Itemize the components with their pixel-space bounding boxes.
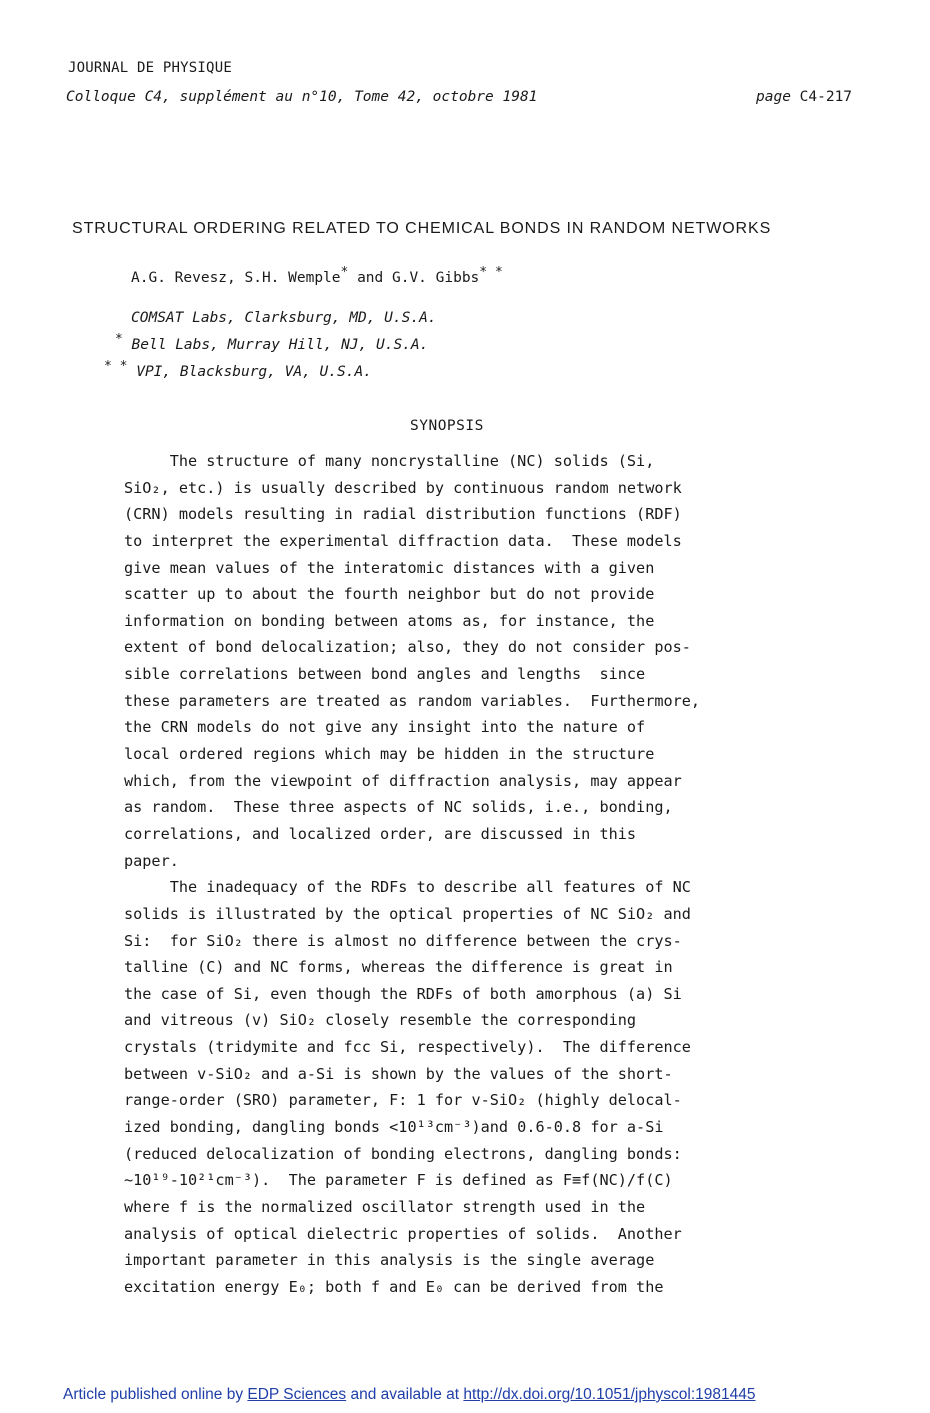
body-line: ~10¹⁹-10²¹cm⁻³). The parameter F is defined as F≡f(NC)/f(C): [124, 1171, 673, 1190]
body-line: as random. These three aspects of NC solids, i.e., bonding,: [124, 798, 673, 817]
body-line: ized bonding, dangling bonds <10¹³cm⁻³)and 0.6-0.8 for a-Si: [124, 1118, 664, 1137]
body-line: the case of Si, even though the RDFs of both amorphous (a) Si: [124, 984, 682, 1003]
page-number-value: C4-217: [799, 89, 853, 105]
author-footnote-mark-2: * *: [479, 265, 503, 280]
body-line: SiO₂, etc.) is usually described by continuous random network: [124, 478, 682, 497]
author-names-2: and G.V. Gibbs: [348, 270, 480, 286]
footer-text-2: and available at: [346, 1386, 464, 1403]
body-line: to interpret the experimental diffraction data. These models: [124, 531, 682, 550]
body-line: Si: for SiO₂ there is almost no difference between the crys-: [124, 931, 682, 950]
body-line: where f is the normalized oscillator strength used in the: [124, 1197, 646, 1216]
footer-text-1: Article published online by: [63, 1386, 248, 1403]
edp-sciences-link[interactable]: EDP Sciences: [247, 1386, 347, 1403]
affiliation-bell: [115, 332, 429, 353]
body-line: crystals (tridymite and fcc Si, respectively). The difference: [124, 1038, 691, 1057]
colloque-info: Colloque C4, supplément au n°10, Tome 42, octobre 1981: [66, 89, 538, 105]
body-line: The structure of many noncrystalline (NC) solids (Si,: [124, 452, 655, 470]
body-line: sible correlations between bond angles and lengths since: [124, 665, 646, 684]
authors: [131, 265, 503, 286]
body-line: information on bonding between atoms as, for instance, the: [124, 611, 655, 630]
synopsis-heading: SYNOPSIS: [410, 418, 484, 434]
body-line: talline (C) and NC forms, whereas the difference is great in: [124, 958, 673, 977]
author-names-1: A.G. Revesz, S.H. Wemple: [131, 270, 341, 286]
body-line: (CRN) models resulting in radial distribution functions (RDF): [124, 505, 682, 524]
synopsis-body: [124, 448, 824, 1301]
body-line: these parameters are treated as random variables. Furthermore,: [124, 691, 701, 710]
journal-name: JOURNAL DE PHYSIQUE: [68, 60, 232, 76]
affiliation-comsat: COMSAT Labs, Clarksburg, MD, U.S.A.: [131, 310, 437, 326]
body-line: give mean values of the interatomic distances with a given: [124, 558, 655, 577]
body-line: and vitreous (v) SiO₂ closely resemble the corresponding: [124, 1011, 637, 1030]
paper-title: STRUCTURAL ORDERING RELATED TO CHEMICAL BONDS IN RANDOM NETWORKS: [72, 220, 772, 237]
body-line: (reduced delocalization of bonding electrons, dangling bonds:: [124, 1144, 682, 1163]
body-line: excitation energy E₀; both f and E₀ can be derived from the: [124, 1277, 664, 1296]
author-footnote-mark-1: *: [340, 265, 349, 280]
body-line: The inadequacy of the RDFs to describe all features of NC: [124, 878, 691, 897]
body-line: scatter up to about the fourth neighbor but do not provide: [124, 585, 655, 604]
body-line: solids is illustrated by the optical properties of NC SiO₂ and: [124, 904, 691, 923]
body-line: extent of bond delocalization; also, they do not consider pos-: [124, 638, 691, 657]
body-line: important parameter in this analysis is the single average: [124, 1251, 655, 1270]
body-line: local ordered regions which may be hidden in the structure: [124, 745, 655, 764]
doi-link[interactable]: http://dx.doi.org/10.1051/jphyscol:1981445: [463, 1386, 756, 1403]
affiliation-vpi: [104, 359, 372, 380]
body-line: range-order (SRO) parameter, F: 1 for v-SiO₂ (highly delocal-: [124, 1091, 682, 1110]
body-line: analysis of optical dielectric properties of solids. Another: [124, 1224, 682, 1243]
page-number: [756, 89, 852, 105]
affiliation-vpi-text: VPI, Blacksburg, VA, U.S.A.: [127, 364, 372, 380]
body-line: the CRN models do not give any insight into the nature of: [124, 718, 646, 737]
affiliation-bell-text: Bell Labs, Murray Hill, NJ, U.S.A.: [122, 337, 429, 353]
affiliation-mark-2: * *: [104, 359, 128, 374]
body-line: paper.: [124, 851, 179, 870]
affiliation-mark-1: *: [115, 332, 123, 347]
body-line: between v-SiO₂ and a-Si is shown by the values of the short-: [124, 1064, 673, 1083]
body-line: correlations, and localized order, are discussed in this: [124, 824, 637, 843]
page-prefix: page: [756, 89, 791, 105]
publication-footer: [63, 1386, 756, 1404]
body-line: which, from the viewpoint of diffraction analysis, may appear: [124, 771, 682, 790]
